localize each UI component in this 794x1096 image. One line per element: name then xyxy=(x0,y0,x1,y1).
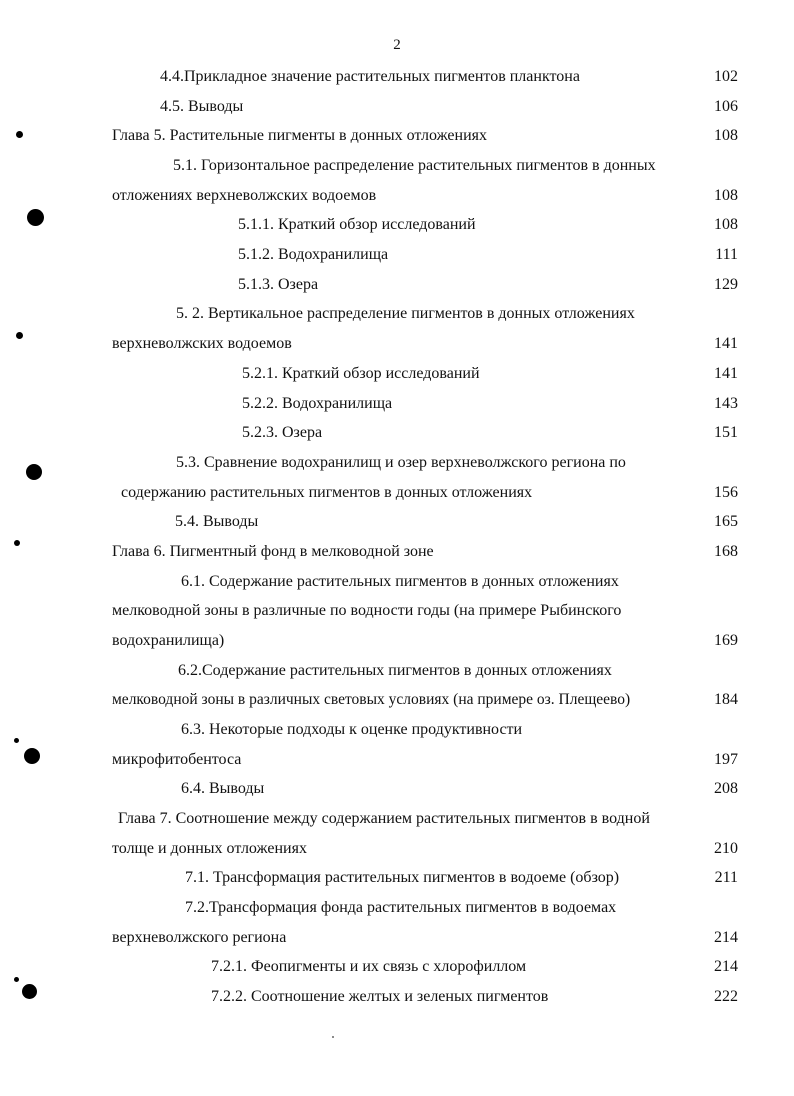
toc-entry-page: 165 xyxy=(714,513,738,530)
toc-entry-page: 102 xyxy=(714,68,738,85)
toc-entry-page: 214 xyxy=(714,929,738,946)
toc-entry-page: 106 xyxy=(714,98,738,115)
toc-entry-title: Глава 6. Пигментный фонд в мелководной зоне xyxy=(112,543,434,560)
toc-entry-page: 214 xyxy=(714,958,738,975)
toc-entry-title: 5.3. Сравнение водохранилищ и озер верхневолжского региона по xyxy=(176,454,626,471)
toc-entry-title: толще и донных отложениях xyxy=(112,840,307,857)
toc-entry-title: 4.4.Прикладное значение растительных пигментов планктона xyxy=(160,68,580,85)
toc-entry-title: 5.1.3. Озера xyxy=(238,276,319,293)
toc-entry-page: 108 xyxy=(714,187,738,204)
scan-speck xyxy=(332,1036,334,1038)
toc-entry-page: 111 xyxy=(715,246,738,263)
binder-hole-mark xyxy=(16,131,23,138)
toc-entry-page: 108 xyxy=(714,216,738,233)
toc-entry-page: 169 xyxy=(714,632,738,649)
toc-entry-title: 5.1.1. Краткий обзор исследований xyxy=(238,216,476,233)
toc-entry-title: 6.4. Выводы xyxy=(181,780,265,797)
toc-entry-title: мелководной зоны в различные по водности годы (на примере Рыбинского xyxy=(112,602,622,619)
toc-entry-page: 211 xyxy=(714,869,738,886)
toc-entry-page: 151 xyxy=(714,424,738,441)
toc-entry-title: 6.1. Содержание растительных пигментов в донных отложениях xyxy=(181,573,619,590)
toc-entry-title: 5.1. Горизонтальное распределение растительных пигментов в донных xyxy=(173,157,656,174)
toc-entry-title: содержанию растительных пигментов в донных отложениях xyxy=(121,484,533,501)
toc-entry-title: отложениях верхневолжских водоемов xyxy=(112,187,377,204)
toc-entry-title: 5. 2. Вертикальное распределение пигментов в донных отложениях xyxy=(176,305,635,322)
binder-hole-mark xyxy=(16,332,23,339)
binder-hole xyxy=(27,209,44,226)
toc-entry-page: 108 xyxy=(714,127,738,144)
toc-entry-page: 156 xyxy=(714,484,738,501)
binder-hole-mark xyxy=(14,738,19,743)
toc-entry-title: 7.2.Трансформация фонда растительных пигментов в водоемах xyxy=(185,899,617,916)
toc-entry-title: 6.3. Некоторые подходы к оценке продуктивности xyxy=(181,721,523,738)
binder-hole xyxy=(24,748,40,764)
page-number: 2 xyxy=(393,37,401,53)
toc-entry-title: водохранилища) xyxy=(112,632,225,649)
toc-entry-page: 210 xyxy=(714,840,738,857)
toc-entry-title: верхневолжских водоемов xyxy=(112,335,292,352)
toc-entry-page: 129 xyxy=(714,276,738,293)
toc-entry-title: верхневолжского региона xyxy=(112,929,287,946)
toc-entry-title: 5.2.2. Водохранилища xyxy=(242,395,393,412)
binder-hole-mark xyxy=(14,540,20,546)
toc-entry-title: 5.1.2. Водохранилища xyxy=(238,246,389,263)
binder-hole-mark xyxy=(14,977,19,982)
toc-entry-title: 5.2.3. Озера xyxy=(242,424,323,441)
toc-entry-page: 168 xyxy=(714,543,738,560)
toc-entry-title: микрофитобентоса xyxy=(112,751,242,768)
toc-entry-page: 197 xyxy=(714,751,738,768)
toc-entry-title: 7.2.1. Феопигменты и их связь с хлорофиллом xyxy=(211,958,527,975)
toc-entry-title: 5.4. Выводы xyxy=(175,513,259,530)
toc-entry-page: 222 xyxy=(714,988,738,1005)
toc-entry-title: 7.1. Трансформация растительных пигментов в водоеме (обзор) xyxy=(185,869,620,886)
toc-entry-title: 7.2.2. Соотношение желтых и зеленых пигментов xyxy=(211,988,549,1005)
toc-entry-page: 143 xyxy=(714,395,738,412)
toc-entry-page: 141 xyxy=(714,365,738,382)
toc-entry-page: 208 xyxy=(714,780,738,797)
binder-hole xyxy=(26,464,42,480)
toc-entry-title: 6.2.Содержание растительных пигментов в донных отложениях xyxy=(178,662,612,679)
toc-entry-page: 184 xyxy=(714,691,738,708)
toc-entry-title: Глава 5. Растительные пигменты в донных отложениях xyxy=(112,127,487,144)
toc-entry-title: Глава 7. Соотношение между содержанием растительных пигментов в водной xyxy=(118,810,650,827)
toc-entry-title: 5.2.1. Краткий обзор исследований xyxy=(242,365,480,382)
toc-entry-title: мелководной зоны в различных световых условиях (на примере оз. Плещеево) xyxy=(112,691,631,708)
toc-entry-title: 4.5. Выводы xyxy=(160,98,244,115)
binder-hole xyxy=(22,984,37,999)
toc-entry-page: 141 xyxy=(714,335,738,352)
